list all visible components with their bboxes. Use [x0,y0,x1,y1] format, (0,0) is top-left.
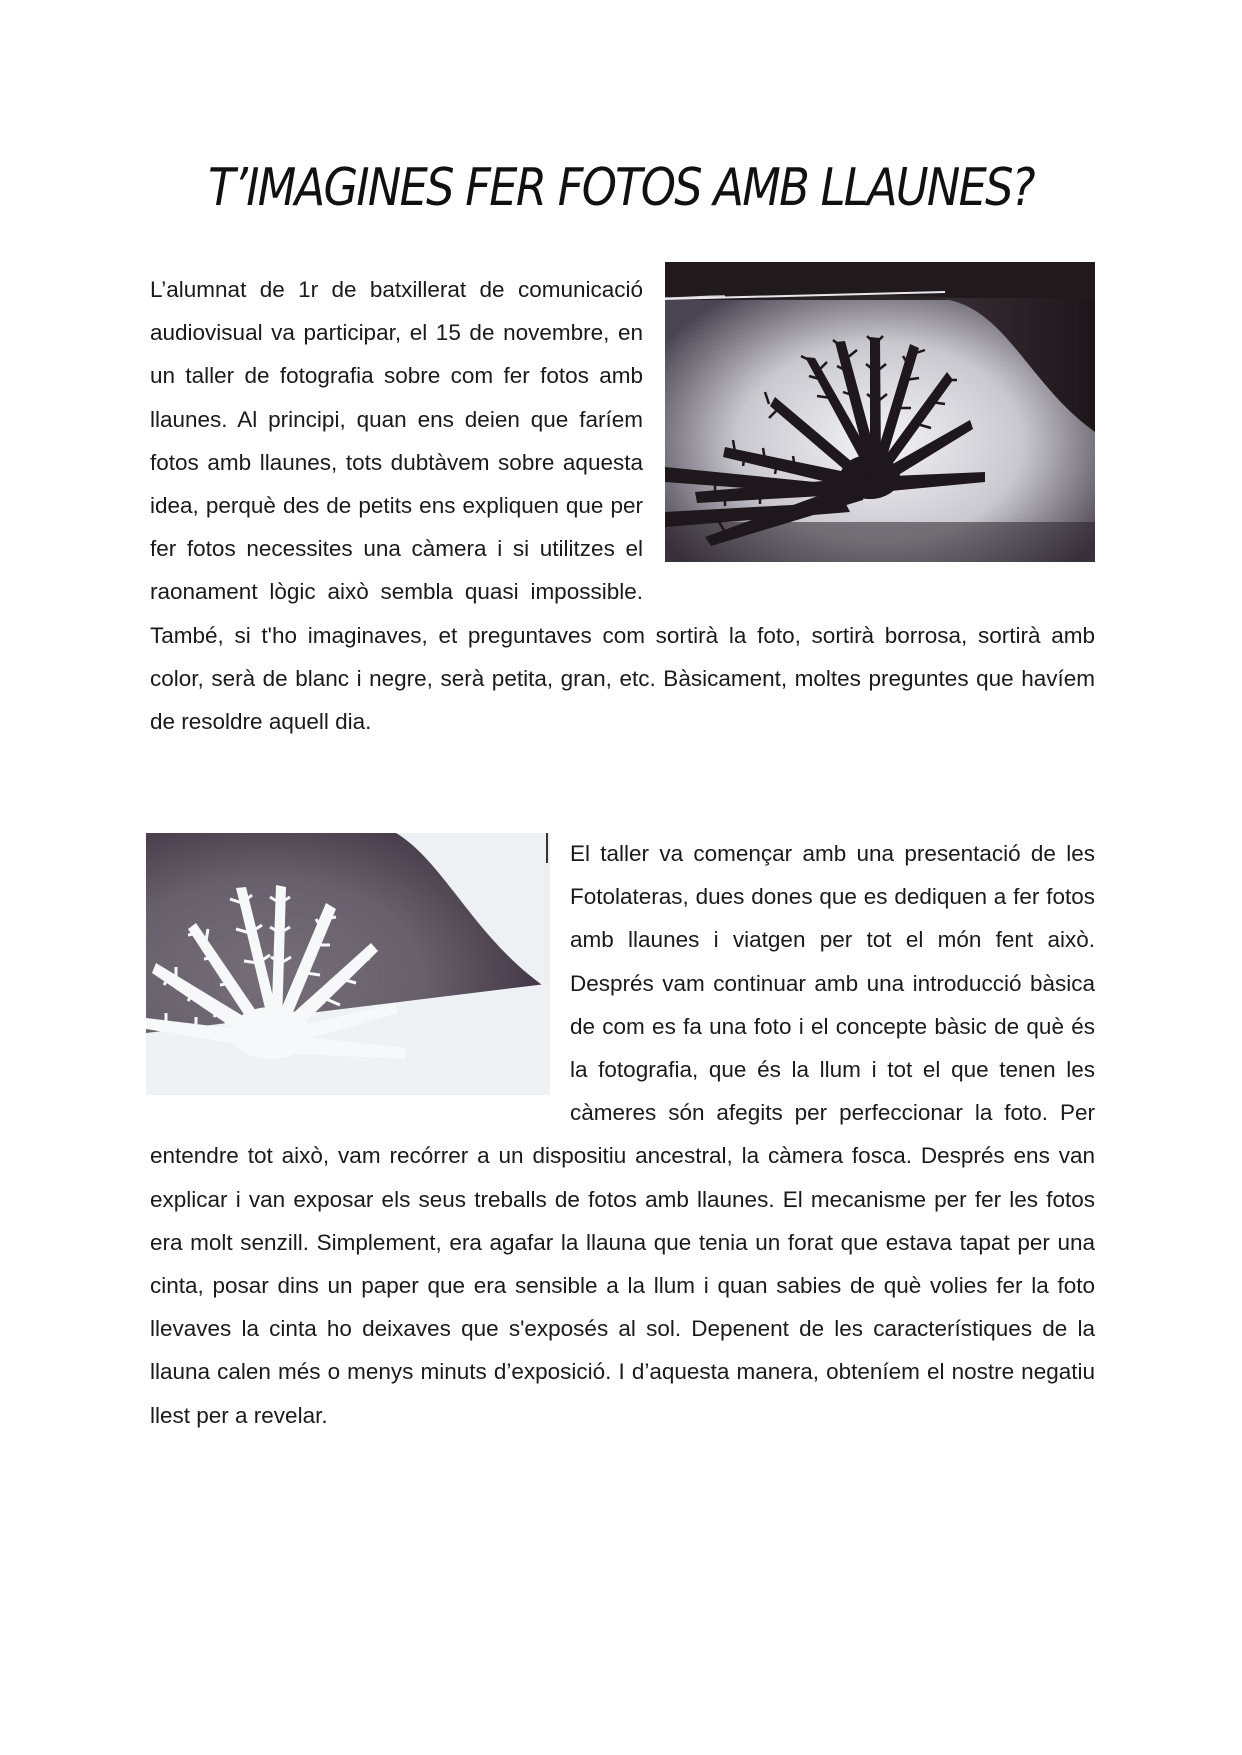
palm-silhouette-positive-icon [146,833,554,1095]
paragraph-intro: L’alumnat de 1r de batxillerat de comunicació audiovisual va participar, el 15 de novembre, en un taller de fotografia sobre com fer fotos amb llaunes. Al principi, quan ens deien que faríem fotos amb llaunes, tots dubtàvem sobre aquesta idea, perquè des de petits ens expliquen que per fer fotos necessites una càmera i si utilitzes el raonament lògic això sembla quasi impossible. També, si t'ho imaginaves, et preguntaves com sortirà la foto, sortirà borrosa, sortirà amb color, serà de blanc i negre, serà petita, gran, etc. Bàsicament, moltes preguntes que havíem de resoldre aquell dia. [150,277,1095,735]
negative-palm-photo [665,262,1095,562]
palm-silhouette-negative-icon [665,262,1095,562]
article-section-workshop [150,832,1095,1437]
article-section-intro [150,268,1095,743]
positive-palm-photo [146,833,554,1095]
page-title: T’IMAGINES FER FOTOS AMB LLAUNES? [208,158,1034,218]
paragraph-workshop: El taller va començar amb una presentació de les Fotolateras, dues dones que es dediquen a fer fotos amb llaunes i viatgen per tot el món fent això. Després vam continuar amb una introducció bàsica de com es fa una foto i el concepte bàsic de què és la fotografia, que és la llum i tot el que tenen les càmeres són afegits per perfeccionar la foto. Per entendre tot això, vam recórrer a un dispositiu ancestral, la càmera fosca. Després ens van explicar i van exposar els seus treballs de fotos amb llaunes. El mecanisme per fer les fotos era molt senzill. Simplement, era agafar la llauna que tenia un forat que estava tapat per una cinta, posar dins un paper que era sensible a la llum i quan sabies de què volies fer la foto llevaves la cinta ho deixaves que s'exposés al sol. Depenent de les característiques de la llauna calen més o menys minuts d’exposició. I d’aquesta manera, obteníem el nostre negatiu llest per a revelar. [150,841,1095,1428]
